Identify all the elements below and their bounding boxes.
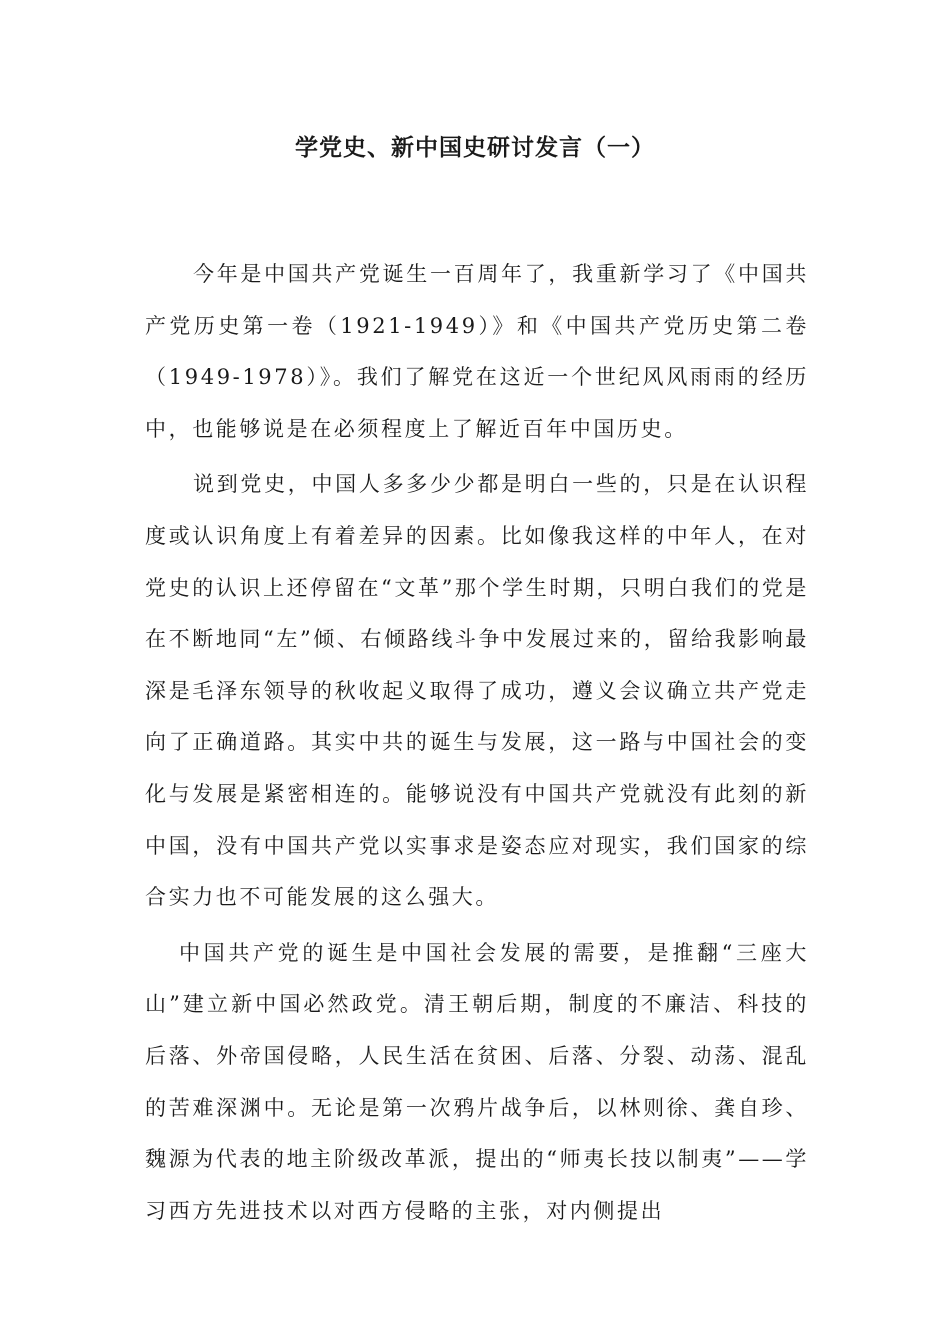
paragraph-3: 中国共产党的诞生是中国社会发展的需要，是推翻“三座大山”建立新中国必然政党。清王朝后期，制度的不廉洁、科技的后落、外帝国侵略，人民生活在贫困、后落、分裂、动荡、混乱的苦难深渊中。无论是第一次鸦片战争后，以林则徐、龚自珍、魏源为代表的地主阶级改革派，提出的“师夷长技以制夷”——学习西方先进技术以对西方侵略的主张，对内侧提出 xyxy=(145,940,809,1223)
document-title: 学党史、新中国史研讨发言（一） xyxy=(295,134,655,161)
paragraph-2: 说到党史，中国人多多少少都是明白一些的，只是在认识程度或认识角度上有着差异的因素。比如像我这样的中年人，在对党史的认识上还停留在“文革”那个学生时期，只明白我们的党是在不断地同“左”倾、右倾路线斗争中发展过来的，留给我影响最深是毛泽东领导的秋收起义取得了成功，遵义会议确立共产党走向了正确道路。其实中共的诞生与发展，这一路与中国社会的变化与发展是紧密相连的。能够说没有中国共产党就没有此刻的新中国，没有中国共产党以实事求是姿态应对现实，我们国家的综合实力也不可能发展的这么强大。 xyxy=(145,472,809,910)
paragraph-1: 今年是中国共产党诞生一百周年了，我重新学习了《中国共产党历史第一卷（1921-1949）》和《中国共产党历史第二卷（1949-1978）》。我们了解党在这近一个世纪风风雨雨的经历中，也能够说是在必须程度上了解近百年中国历史。 xyxy=(145,262,809,441)
document-body xyxy=(145,249,809,1237)
